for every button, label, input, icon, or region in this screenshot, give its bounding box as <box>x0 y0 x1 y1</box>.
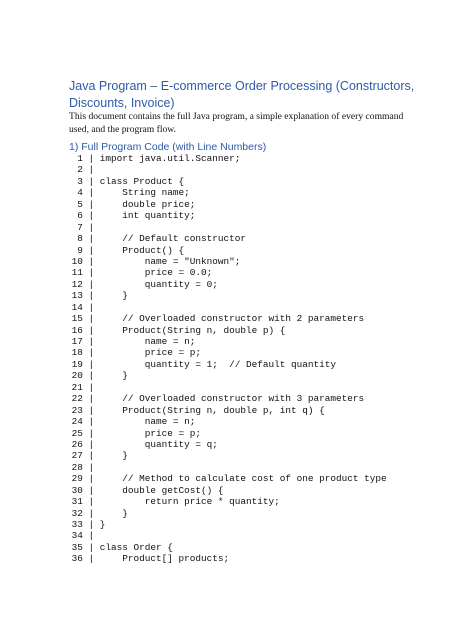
code-line: 34 | <box>66 530 95 542</box>
code-line: 22 | // Overloaded constructor with 3 parameters <box>66 393 365 405</box>
code-line: 29 | // Method to calculate cost of one product type <box>66 473 387 485</box>
code-line: 12 | quantity = 0; <box>66 278 218 290</box>
code-line: 27 | } <box>66 450 128 462</box>
code-line: 15 | // Overloaded constructor with 2 parameters <box>66 313 365 325</box>
code-block <box>66 153 387 565</box>
code-line: 19 | quantity = 1; // Default quantity <box>66 358 337 370</box>
code-line: 25 | price = p; <box>66 427 202 439</box>
code-line: 10 | name = "Unknown"; <box>66 255 241 267</box>
code-line: 17 | name = n; <box>66 336 196 347</box>
code-line: 28 | <box>66 461 95 473</box>
code-line: 1 | import java.util.Scanner; <box>66 153 241 164</box>
code-line: 26 | quantity = q; <box>66 438 218 450</box>
section-heading: 1) Full Program Code (with Line Numbers) <box>69 141 267 153</box>
document-title: Java Program – E-commerce Order Processing (Constructors, Discounts, Invoice) <box>69 79 415 110</box>
code-line: 6 | int quantity; <box>66 210 196 222</box>
code-line: 5 | double price; <box>66 198 196 210</box>
code-line: 24 | name = n; <box>66 416 196 428</box>
code-line: 9 | Product() { <box>66 244 185 256</box>
code-line: 4 | String name; <box>66 187 190 199</box>
code-line: 14 | <box>66 301 95 313</box>
code-line: 23 | Product(String n, double p, int q) { <box>66 404 325 416</box>
code-line: 3 | class Product { <box>66 175 185 187</box>
code-line: 8 | // Default constructor <box>66 233 247 245</box>
code-line: 11 | price = 0.0; <box>66 267 213 279</box>
code-line: 33 | } <box>66 519 106 530</box>
code-line: 21 | <box>66 381 95 393</box>
code-line: 30 | double getCost() { <box>66 484 224 496</box>
code-line: 16 | Product(String n, double p) { <box>66 324 286 336</box>
code-line: 2 | <box>66 164 95 176</box>
code-line: 18 | price = p; <box>66 347 202 359</box>
code-line: 32 | } <box>66 507 128 519</box>
code-line: 36 | Product[] products; <box>66 553 230 565</box>
intro-paragraph: This document contains the full Java program, a simple explanation of every command used, and the program flow. <box>69 111 404 135</box>
code-line: 31 | return price * quantity; <box>66 496 280 508</box>
code-line: 20 | } <box>66 370 128 382</box>
code-line: 7 | <box>66 221 95 233</box>
code-line: 35 | class Order { <box>66 541 173 553</box>
code-line: 13 | } <box>66 290 128 302</box>
